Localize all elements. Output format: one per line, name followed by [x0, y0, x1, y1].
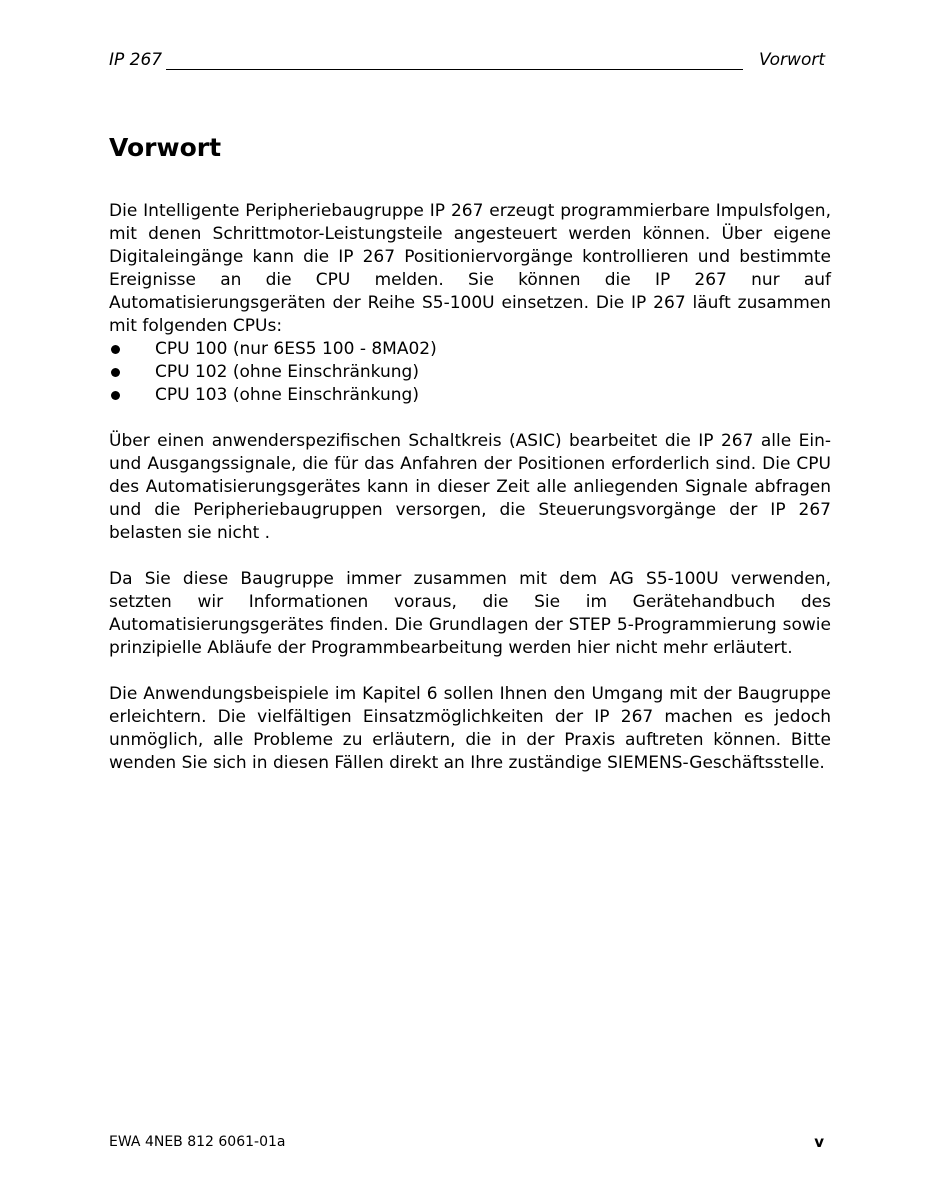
header-section-name: Vorwort — [753, 50, 825, 70]
list-item — [109, 338, 831, 361]
header-rule — [163, 69, 743, 70]
bullet-icon — [111, 391, 120, 400]
paragraph-spacer — [109, 660, 831, 683]
prerequisites-paragraph: Da Sie diese Baugruppe immer zusammen mit dem AG S5-100U verwenden, setzten wir Informationen voraus, die Sie im Gerätehandbuch des Automatisierungsgerätes finden. Die Grundlagen der STEP 5-Programmierung sowie prinzipielle Abläufe der Programmbearbeitung werden hier nicht mehr erläutert. — [109, 569, 831, 658]
running-header — [109, 50, 825, 72]
header-product-name: IP 267 — [109, 50, 166, 70]
list-item — [109, 384, 831, 407]
paragraph-spacer — [109, 545, 831, 568]
list-item-text: CPU 102 (ohne Einschränkung) — [155, 362, 419, 382]
examples-paragraph: Die Anwendungsbeispiele im Kapitel 6 sollen Ihnen den Umgang mit der Baugruppe erleichtern. Die vielfältigen Einsatzmöglichkeiten der IP 267 machen es jedoch unmöglich, alle Probleme zu erläutern, die in der Praxis auftreten können. Bitte wenden Sie sich in diesen Fällen direkt an Ihre zuständige SIEMENS-Geschäftsstelle. — [109, 684, 831, 773]
paragraph-spacer — [109, 407, 831, 430]
bullet-icon — [111, 345, 120, 354]
asic-paragraph: Über einen anwenderspezifischen Schaltkreis (ASIC) bearbeitet die IP 267 alle Ein- und Ausgangssignale, die für das Anfahren der Positionen erforderlich sind. Die CPU des Automatisierungsgerätes kann in dieser Zeit alle anliegenden Signale abfragen und die Peripheriebaugruppen versorgen, die Steuerungsvorgänge der IP 267 belasten sie nicht . — [109, 431, 831, 543]
body-text — [109, 200, 831, 775]
list-item — [109, 361, 831, 384]
page-title: Vorwort — [109, 133, 222, 162]
cpu-list — [109, 338, 831, 407]
footer-document-number: EWA 4NEB 812 6061-01a — [109, 1134, 286, 1150]
footer-page-number: v — [814, 1133, 824, 1151]
list-item-text: CPU 100 (nur 6ES5 100 - 8MA02) — [155, 339, 437, 359]
list-item-text: CPU 103 (ohne Einschränkung) — [155, 385, 419, 405]
bullet-icon — [111, 368, 120, 377]
intro-paragraph: Die Intelligente Peripheriebaugruppe IP 267 erzeugt programmierbare Impulsfolgen, mit denen Schrittmotor-Leistungsteile angesteuert werden können. Über eigene Digitaleingänge kann die IP 267 Positioniervorgänge kontrollieren und bestimmte Ereignisse an die CPU melden. Sie können die IP 267 nur auf Automatisierungsgeräten der Reihe S5-100U einsetzen. Die IP 267 läuft zusammen mit folgenden CPUs: — [109, 201, 831, 336]
